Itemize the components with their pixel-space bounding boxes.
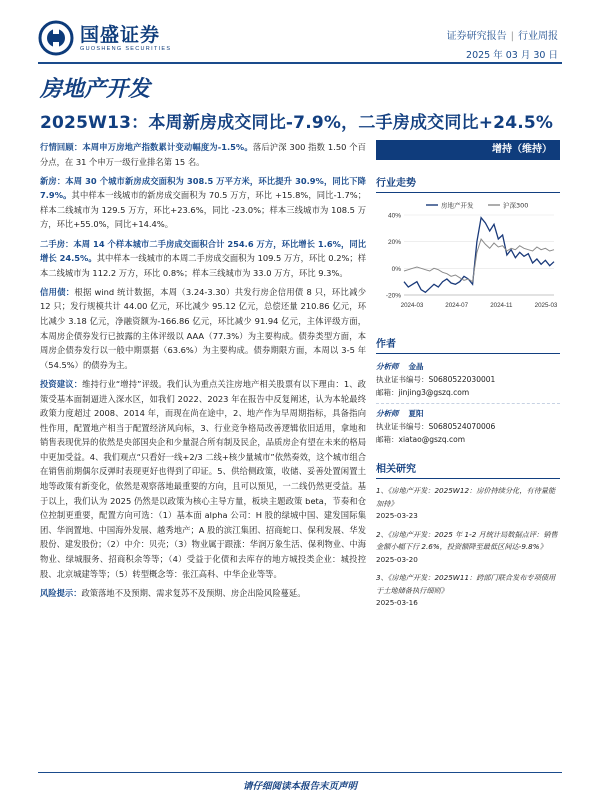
analyst-2-row — [376, 407, 560, 420]
related-item-date: 2025-03-16 — [376, 598, 418, 607]
analyst-1-row — [376, 360, 560, 373]
market-review-label: 行情回顾： — [40, 142, 83, 152]
related-item-date: 2025-03-20 — [376, 554, 418, 564]
rating-badge: 增持（维持） — [376, 140, 560, 160]
related-item-title[interactable]: 1、《房地产开发：2025W12：房价持续分化，有待量能加持》 — [376, 486, 556, 508]
trend-chart-svg — [376, 197, 560, 317]
brand-logo — [38, 20, 171, 56]
y-tick-label: -20% — [385, 292, 401, 300]
related-list — [376, 485, 560, 610]
related-title: 相关研究 — [376, 460, 560, 479]
report-title: 2025W13：本周新房成交同比-7.9%，二手房成交同比+24.5% — [40, 113, 554, 133]
author-title: 作者 — [376, 335, 560, 354]
investment-advice-paragraph — [40, 377, 366, 581]
analyst-2-label: 分析师 — [376, 409, 399, 418]
related-item[interactable] — [376, 572, 560, 610]
risk-text: 政策落地不及预期、需求复苏不及预期、房企出险风险蔓延。 — [81, 587, 306, 598]
report-type — [447, 27, 558, 42]
related-item[interactable] — [376, 529, 560, 567]
investment-advice-label: 投资建议： — [40, 378, 83, 389]
sidebar — [376, 140, 560, 616]
new-home-paragraph — [40, 174, 366, 232]
series-line-property — [404, 218, 554, 293]
trend-chart — [376, 197, 560, 321]
second-hand-label: 二手房： — [40, 238, 74, 249]
header-rule — [38, 62, 562, 64]
analyst-1-label: 分析师 — [376, 362, 399, 371]
related-item-date: 2025-03-23 — [376, 511, 418, 520]
credit-bond-label: 信用债： — [40, 286, 75, 297]
new-home-label: 新房： — [40, 175, 66, 186]
related-item-title[interactable]: 3、《房地产开发：2025W11：跨部门联合发布专项债用于土地储备执行细则》 — [376, 573, 556, 595]
analyst-2-name: 夏阳 — [408, 409, 424, 418]
market-review-paragraph — [40, 140, 366, 169]
footer-disclaimer: 请仔细阅读本报告末页声明 — [242, 781, 357, 792]
x-tick-label: 2024-03 — [400, 302, 424, 309]
summary-column — [40, 140, 366, 605]
analyst-1-cert: 执业证书编号：S0680522030001 — [376, 375, 496, 384]
second-hand-text: 其中样本一线城市的本周二手房成交面积为 109.5 万方，环比 0.2%；样本二线城市为 112.2 万方，环比 0.8%；样本三线城市为 33.0 万方，环比 9.3%。 — [40, 253, 366, 278]
brand-name-cn: 国盛证券 — [80, 24, 161, 46]
second-hand-highlight: 本周 14 个样本城市二手房成交面积合计 254.6 万方，环比增长 1.6%，同比增长 24.5%。 — [40, 238, 366, 264]
analyst-1-email[interactable]: 邮箱：jinjing3@gszq.com — [376, 388, 470, 397]
y-tick-label: 20% — [387, 239, 401, 247]
brand-seal-icon — [38, 20, 74, 56]
analyst-1-name: 金晶 — [408, 362, 424, 371]
analyst-2-email[interactable]: 邮箱：xiatao@gszq.com — [376, 435, 466, 444]
divider: | — [510, 31, 514, 42]
brand-name-en: GUOSHENG SECURITIES — [80, 46, 172, 52]
report-subtype-label: 行业周报 — [518, 31, 558, 42]
investment-advice-text: 维持行业“增持”评级。我们认为重点关注房地产相关股票有以下理由：1、政策受基本面制逼进入深水区，如我们 2022、2023 年在报告中反复阐述，认为本轮最终政策力度超过 2008、2014 年，而现在尚在途中，2、地产作为早周期指标，具备指向性作用，配置地产相当于配置经济风向标，3、行业竞争格局改善逻辑依旧适用，拿地和销售表现优异的依然是央部国央企和少量混合所有制及民企，品质房企有望在未来的格局中更加受益。4、我们观点“只看好一线+2/3 二线+核少量城市”依然奏效，这个城市组合在销售前期偶尔反弹时表现更好也得到了印证。5、供给侧政策，收储、妥善处置闲置土地等政策有新变化，依然是观察落地最重要的方向，且可以预见，一二线仍然更受益。基于以上，我们认为 2025 仍然是以政策为核心主导方量，板块主题政策 beta，节奏和仓位控制更重要，配置方向可选：（1）基本面 alpha 公司：H 股的绿城中国、建发国际集团、华润置地、中国海外发展、越秀地产；A 股的滨江集团、招商蛇口、保利发展、华发股份、建发股份；（2）中介：贝壳；（3）物业属于跟涨：华润万象生活、保利物业、中海物业、绿城服务、招商积余等等；（4）受益于化债和去库存的地方城投类企业：城投控股、北京城建等等；（5）转型概念等：张江高科、中华企业等等。 — [40, 378, 366, 579]
second-hand-paragraph — [40, 237, 366, 281]
report-type-label: 证券研究报告 — [446, 31, 507, 42]
risk-paragraph — [40, 586, 366, 601]
trend-title: 行业走势 — [376, 174, 560, 193]
market-review-highlight: 本周申万房地产指数累计变动幅度为-1.5%。 — [82, 142, 253, 152]
author-block — [376, 360, 560, 446]
report-date: 2025 年 03 月 30 日 — [466, 50, 558, 61]
risk-label: 风险提示： — [40, 587, 82, 598]
divider — [376, 403, 560, 404]
new-home-text: 其中样本一线城市的新房成交面积为 70.5 万方，环比 +15.8%，同比-1.7%；样本二线城市为 129.5 万方，环比+23.6%，同比 -23.0%；样本三线城市为 108.5 万方，环比+55.0%，同比+14.4%。 — [40, 190, 366, 230]
x-tick-label: 2024-07 — [445, 302, 469, 309]
section-title: 房地产开发 — [40, 76, 151, 102]
credit-bond-paragraph — [40, 285, 366, 373]
y-tick-label: 40% — [387, 212, 401, 220]
x-tick-label: 2025-03 — [534, 302, 558, 309]
credit-bond-text: 根据 wind 统计数据，本周（3.24-3.30）共发行房企信用债 8 只，环比减少 12 只；发行规模共计 44.00 亿元，环比减少 95.12 亿元，总偿还量 210.86 亿元，环比减少 3.18 亿元，净融资额为-166.86 亿元，环比减少 91.94 亿元，主体评级方面，本周房企债券发行已披露的主体评级以 AAA（77.3%）为主要构成。债券类型方面，本周房企债券发行以一般中期票据（63.6%）为主要构成。债券期限方面，本周以 3-5 年（54.5%）的债券为主。 — [40, 286, 366, 370]
x-tick-label: 2024-11 — [490, 302, 513, 309]
y-tick-label: 0% — [391, 265, 401, 273]
legend-label: 沪深300 — [503, 201, 529, 210]
footer-rule — [38, 772, 562, 773]
legend-label: 房地产开发 — [441, 201, 474, 210]
market-review-text: 落后沪深 300 指数 1.50 个百分点，在 31 个申万一级行业排名第 15 名。 — [40, 142, 366, 167]
new-home-highlight: 本周 30 个城市新房成交面积为 308.5 万平方米，环比提升 30.9%，同比下降 7.9%。 — [40, 175, 366, 201]
related-item-title[interactable]: 2、《房地产开发：2025 年 1-2 月统计局数据点评：销售金额小幅下行 2.6%，投资额降至最低区间达-9.8%》 — [376, 529, 558, 551]
related-item[interactable] — [376, 485, 560, 523]
analyst-2-cert: 执业证书编号：S0680524070006 — [376, 422, 496, 431]
